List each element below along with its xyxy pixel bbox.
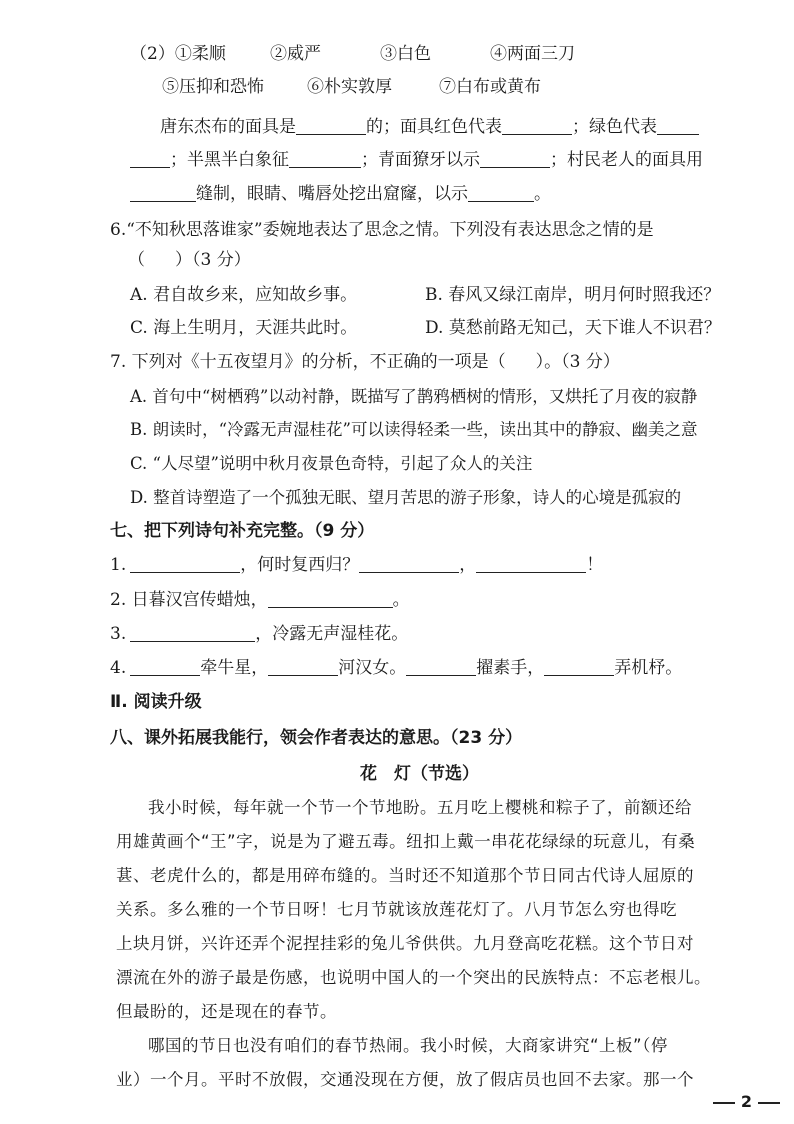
passage-p2-line: 哪国的节日也没有咱们的春节热闹。我小时候，大商家讲究“上板”（停 xyxy=(148,1036,668,1055)
q6-option-b: B. 春风又绿江南岸，明月何时照我还？ xyxy=(425,285,721,305)
option-1: ①柔顺 xyxy=(174,44,226,64)
q6-option-c: C. 海上生明月，天涯共此时。 xyxy=(130,318,358,338)
passage-p2-line: 业）一个月。平时不放假，交通没现在方便，放了假店员也回不去家。那一个 xyxy=(116,1070,694,1089)
section-7-heading: 七、把下列诗句补充完整。（9 分） xyxy=(110,521,375,541)
answer-blank[interactable] xyxy=(130,657,200,676)
option-2: ②威严 xyxy=(270,44,321,64)
q7-stem: 7. 下列对《十五夜望月》的分析，不正确的一项是（ ）。（3 分） xyxy=(110,352,620,372)
q6-stem: 6.“不知秋思落谁家”委婉地表达了思念之情。下列没有表达思念之情的是 xyxy=(110,220,654,240)
answer-blank[interactable] xyxy=(502,116,572,135)
answer-blank[interactable] xyxy=(130,554,240,573)
passage-title: 花 灯（节选） xyxy=(360,764,479,784)
answer-blank[interactable] xyxy=(268,657,338,676)
answer-blank[interactable] xyxy=(130,623,255,642)
q5-2-para-line2: ；半黑半白象征 ；青面獠牙以示 ；村民老人的面具用 xyxy=(130,148,703,172)
passage-p1-line: 葚、老虎什么的，都是用碎布缝的。当时还不知道那个节日同古代诗人屈原的 xyxy=(116,866,694,885)
option-4: ④两面三刀 xyxy=(490,44,575,64)
q6-option-a: A. 君自故乡来，应知故乡事。 xyxy=(130,285,358,305)
page-number-dash xyxy=(758,1102,780,1104)
answer-blank[interactable] xyxy=(296,116,366,135)
section-8-heading: 八、课外拓展我能行，领会作者表达的意思。（23 分） xyxy=(110,728,523,748)
s7-line-4: 4. 牵牛星， 河汉女。 擢素手， 弄机杼。 xyxy=(110,658,683,678)
q7-option-b: B. 朗读时，“冷露无声湿桂花”可以读得轻柔一些，读出其中的静寂、幽美之意 xyxy=(130,420,698,439)
q5-2-para-line1: 唐东杰布的面具是 的；面具红色代表 ；绿色代表 xyxy=(160,115,699,139)
option-3: ③白色 xyxy=(380,44,431,64)
q7-option-c: C. “人尽望”说明中秋月夜景色奇特，引起了众人的关注 xyxy=(130,454,533,473)
option-7: ⑦白布或黄布 xyxy=(439,77,541,97)
answer-blank[interactable] xyxy=(130,149,170,168)
answer-blank[interactable] xyxy=(268,589,393,608)
passage-p1-line: 我小时候，每年就一个节一个节地盼。五月吃上樱桃和粽子了，前额还给 xyxy=(148,798,692,817)
q5-2-options-row1: （2）①柔顺 ②威严 ③白色 ④两面三刀 xyxy=(130,44,575,64)
s7-line-1: 1. ，何时复西归？ ， ！ xyxy=(110,555,604,575)
s7-line-3: 3. ，冷露无声湿桂花。 xyxy=(110,624,409,644)
passage-p1-line: 但最盼的，还是现在的春节。 xyxy=(116,1002,337,1021)
page-number: 2 xyxy=(713,1092,780,1111)
passage-p1-line: 用雄黄画个“王”字，说是为了避五毒。纽扣上戴一串花花绿绿的玩意儿，有桑 xyxy=(116,832,696,851)
q7-option-a: A. 首句中“树栖鸦”以动衬静，既描写了鹊鸦栖树的情形，又烘托了月夜的寂静 xyxy=(130,387,698,406)
q6-option-d: D. 莫愁前路无知己，天下谁人不识君？ xyxy=(425,318,721,338)
passage-p1-line: 漂流在外的游子最是伤感，也说明中国人的一个突出的民族特点：不忘老根儿。 xyxy=(116,968,711,987)
part-2-heading: Ⅱ. 阅读升级 xyxy=(110,692,202,712)
q6-stem-bracket: （ ）（3 分） xyxy=(128,250,251,270)
q5-2-options-row2 xyxy=(162,75,541,99)
s7-line-2: 2. 日暮汉宫传蜡烛， 。 xyxy=(110,590,410,610)
answer-blank[interactable] xyxy=(406,657,476,676)
answer-blank[interactable] xyxy=(476,554,586,573)
q5-2-para-line3: 缝制，眼睛、嘴唇处挖出窟窿，以示 。 xyxy=(130,182,551,206)
passage-p1-line: 上块月饼，兴许还弄个泥捏挂彩的兔儿爷供供。九月登高吃花糕。这个节日对 xyxy=(116,934,694,953)
option-5: ⑤压抑和恐怖 xyxy=(162,77,264,97)
q7-option-d: D. 整首诗塑造了一个孤独无眠、望月苦思的游子形象，诗人的心境是孤寂的 xyxy=(130,488,682,507)
page-number-dash xyxy=(713,1102,735,1104)
passage-p1-line: 关系。多么雅的一个节日呀！七月节就该放莲花灯了。八月节怎么穷也得吃 xyxy=(116,900,677,919)
option-6: ⑥朴实敦厚 xyxy=(307,77,392,97)
answer-blank[interactable] xyxy=(468,183,534,202)
answer-blank[interactable] xyxy=(289,149,361,168)
answer-blank[interactable] xyxy=(480,149,550,168)
answer-blank[interactable] xyxy=(130,183,196,202)
answer-blank[interactable] xyxy=(657,116,699,135)
answer-blank[interactable] xyxy=(359,554,459,573)
answer-blank[interactable] xyxy=(544,657,614,676)
